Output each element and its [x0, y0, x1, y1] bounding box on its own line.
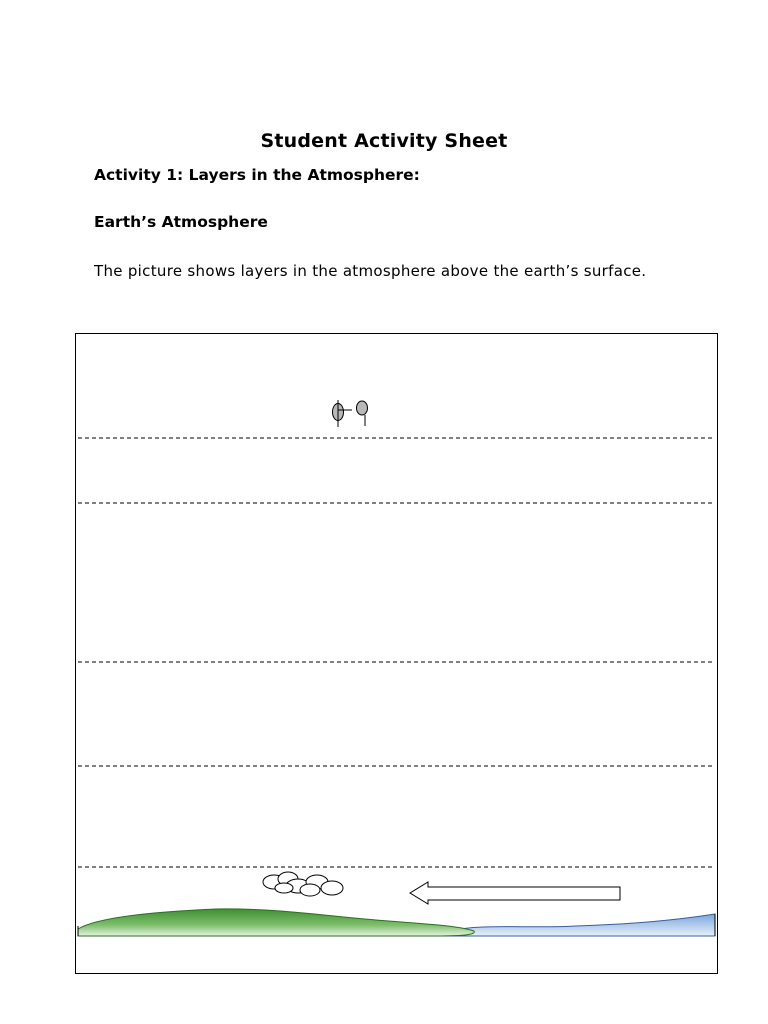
- water-surface: [436, 914, 715, 936]
- weather-balloon-icon: [333, 400, 353, 427]
- section-heading: Earth’s Atmosphere: [94, 213, 268, 231]
- sheet-title: Student Activity Sheet: [260, 130, 508, 152]
- land-surface: [78, 909, 474, 936]
- atmosphere-diagram: [75, 333, 718, 974]
- arrow-icon: [410, 882, 620, 904]
- atmosphere-diagram-svg: [76, 334, 719, 975]
- cloud-icon: [263, 872, 343, 896]
- weather-balloon-icon: [357, 401, 368, 426]
- intro-text: The picture shows layers in the atmosphere above the earth’s surface.: [94, 262, 647, 280]
- activity-heading: Activity 1: Layers in the Atmosphere:: [94, 166, 420, 184]
